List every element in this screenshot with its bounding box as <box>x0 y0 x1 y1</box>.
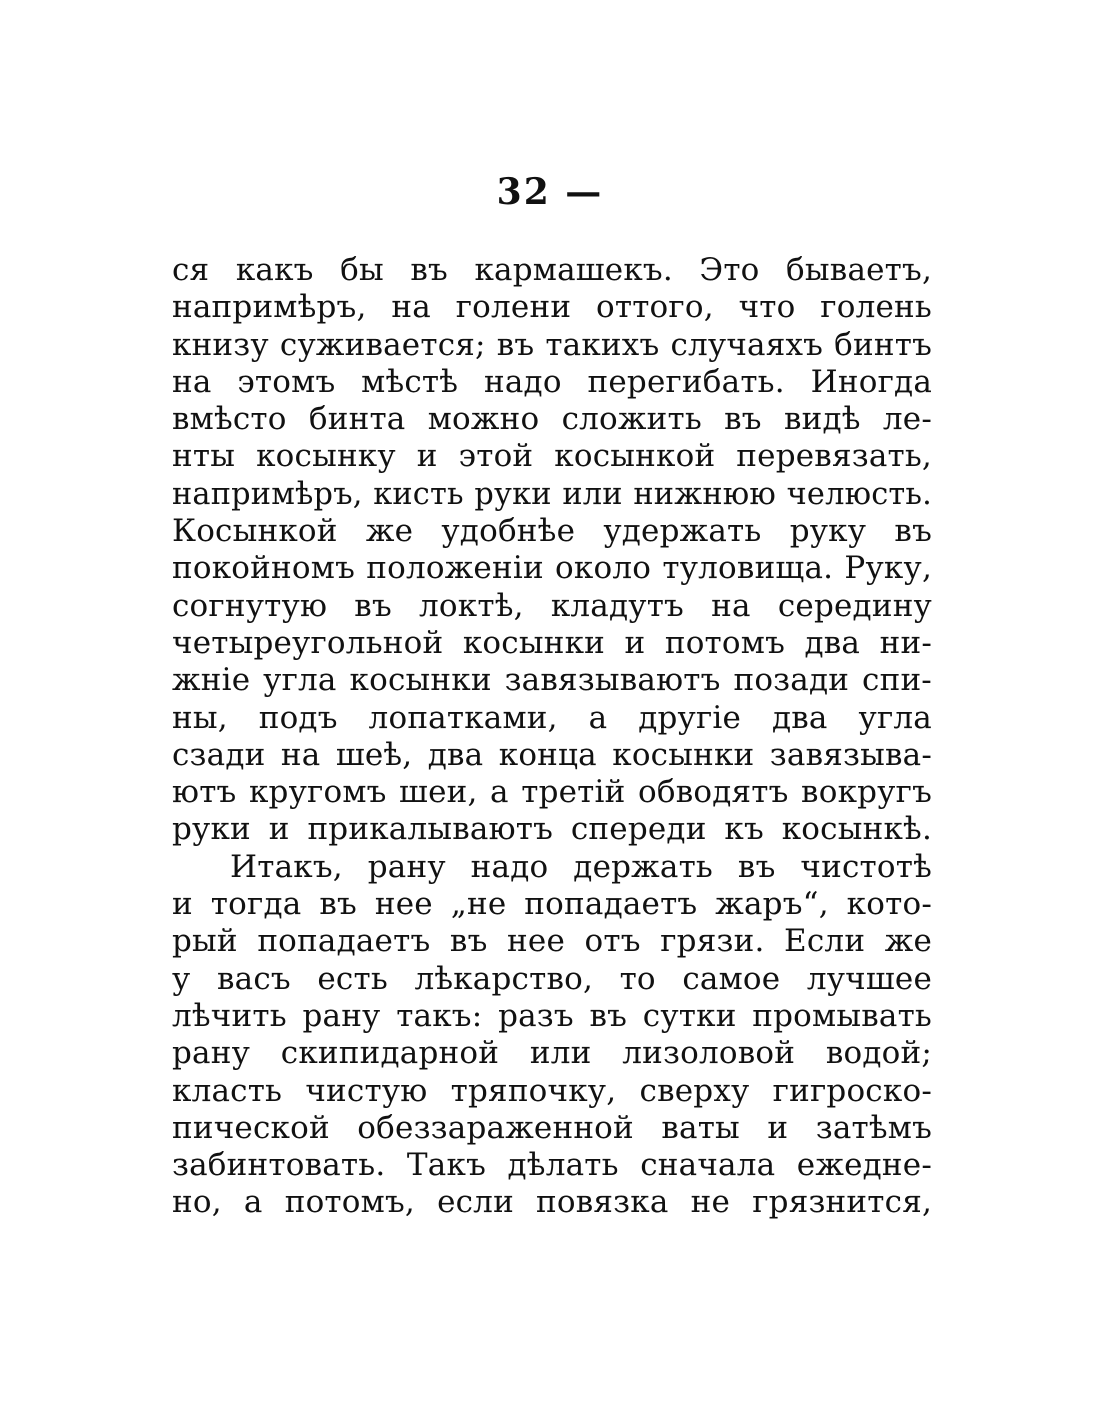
text-line: напримѣръ, кисть руки или нижнюю челюсть. <box>172 476 932 512</box>
text-line: рый попадаетъ въ нее отъ грязи. Если же <box>172 923 932 960</box>
text-line: напримѣръ, на голени оттого, что голень <box>172 289 932 326</box>
text-line: ютъ кругомъ шеи, а третій обводятъ вокругъ <box>172 774 932 811</box>
text-line: пической обеззараженной ваты и затѣмъ <box>172 1109 932 1146</box>
text-line: ны, подъ лопатками, а другіе два угла <box>172 699 932 736</box>
text-line: сзади на шеѣ, два конца косынки завязыва- <box>172 736 932 773</box>
text-line: согнутую въ локтѣ, кладутъ на середину <box>172 587 932 624</box>
text-line: лѣчить рану такъ: разъ въ сутки промывать <box>172 997 932 1034</box>
text-line: книзу суживается; въ такихъ случаяхъ бинтъ <box>172 326 932 363</box>
text-line: вмѣсто бинта можно сложить въ видѣ ле- <box>172 401 932 438</box>
text-line: забинтовать. Такъ дѣлать сначала ежедне- <box>172 1147 932 1184</box>
text-line: у васъ есть лѣкарство, то самое лучшее <box>172 960 932 997</box>
text-line: на этомъ мѣстѣ надо перегибать. Иногда <box>172 363 932 400</box>
paragraph-start-line: Итакъ, рану надо держать въ чистотѣ <box>230 848 932 885</box>
page-number: 32 — <box>496 171 604 213</box>
text-line: ся какъ бы въ кармашекъ. Это бываетъ, <box>172 252 932 288</box>
text-line: руки и прикалываютъ спереди къ косынкѣ. <box>172 811 932 848</box>
text-line: нты косынку и этой косынкой перевязать, <box>172 438 932 475</box>
text-line: покойномъ положеніи около туловища. Руку, <box>172 550 932 587</box>
text-line: но, а потомъ, если повязка не грязнится, <box>172 1184 932 1221</box>
text-line: класть чистую тряпочку, сверху гигроско- <box>172 1072 932 1109</box>
text-line: и тогда въ нее „не попадаетъ жаръ“, кото- <box>172 886 932 923</box>
text-line: жніе угла косынки завязываютъ позади спи- <box>172 662 932 699</box>
text-line: рану скипидарной или лизоловой водой; <box>172 1035 932 1072</box>
text-line: четыреугольной косынки и потомъ два ни- <box>172 624 932 661</box>
text-line: Косынкой же удобнѣе удержать руку въ <box>172 513 932 550</box>
body-text <box>172 252 932 1222</box>
